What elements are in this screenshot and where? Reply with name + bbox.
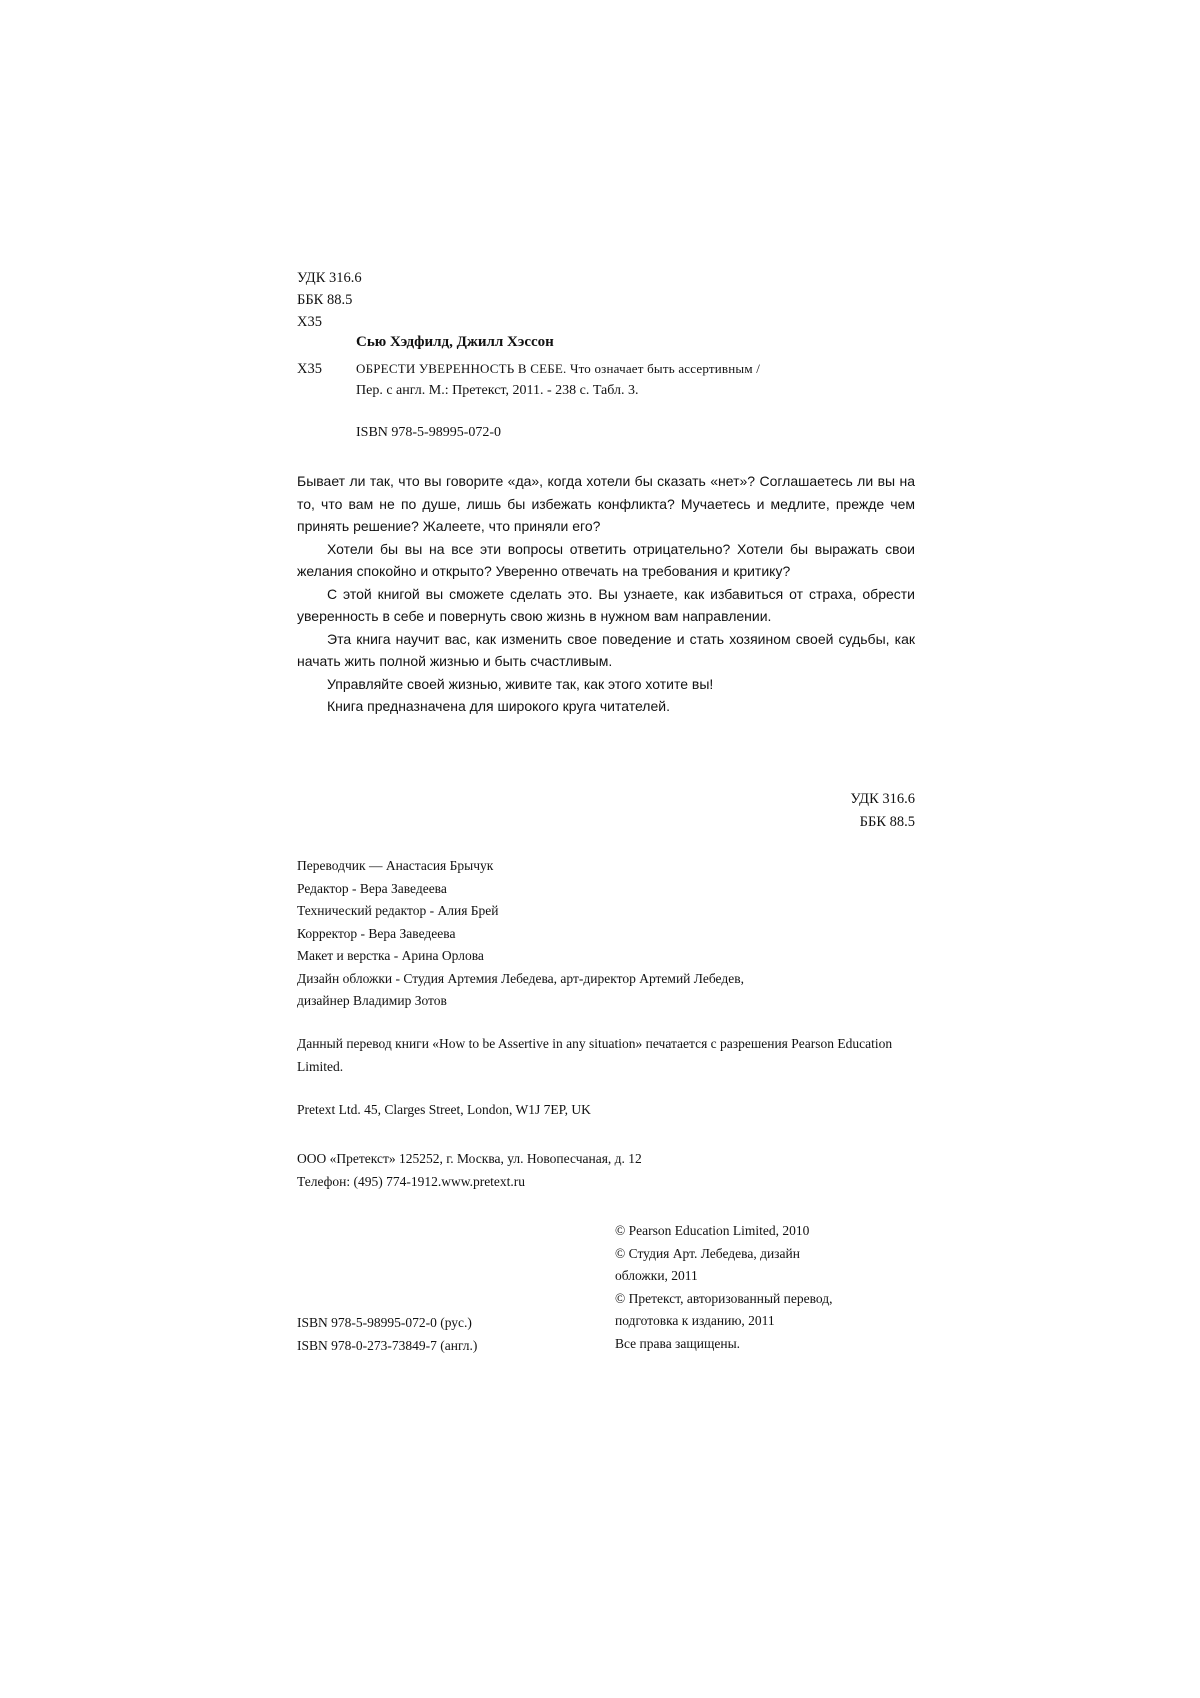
copyright-line: подготовка к изданию, 2011 — [615, 1313, 775, 1328]
udk-right-block — [780, 788, 915, 834]
catalog-isbn: ISBN 978-5-98995-072-0 — [356, 425, 502, 440]
copyright-line: © Pearson Education Limited, 2010 — [615, 1223, 810, 1238]
copyright-line: © Претекст, авторизованный перевод, — [615, 1290, 833, 1306]
copyright-line: Все права защищены. — [615, 1335, 741, 1351]
copyright-line: © Студия Арт. Лебедева, дизайн — [615, 1245, 800, 1261]
phone-web-line: Телефон: (495) 774-1912.www.pretext.ru — [297, 1173, 526, 1189]
abstract-paragraph: Хотели бы вы на все эти вопросы ответить отрицательно? Хотели бы выражать свои желания спокойно и открыто? Уверенно отвечать на требования и критику? — [297, 540, 915, 579]
credit-line: Редактор - Вера Заведеева — [297, 880, 447, 896]
bbk-code: ББК 88.5 — [297, 292, 353, 308]
copyright-block — [615, 1220, 915, 1355]
bbk-code-right: ББК 88.5 — [859, 814, 915, 830]
catalog-publication: Пер. с англ. М.: Претекст, 2011. - 238 с. Табл. 3. — [356, 383, 639, 398]
copyright-line: обложки, 2011 — [615, 1268, 698, 1283]
abstract-paragraph: Управляйте своей жизнью, живите так, как этого хотите вы! — [327, 675, 714, 692]
abstract — [297, 470, 915, 718]
abstract-paragraph: Книга предназначена для широкого круга читателей. — [327, 698, 670, 714]
isbn-list — [297, 1312, 477, 1357]
credit-line: Макет и верстка - Арина Орлова — [297, 948, 484, 963]
credit-line: дизайнер Владимир Зотов — [297, 993, 447, 1008]
abstract-paragraph: Бывает ли так, что вы говорите «да», когда хотели бы сказать «нет»? Соглашаетесь ли вы на то, что вам не по душе, лишь бы избежать конфликта? Мучаетесь и медлите, прежде чем принять решение? Жалеете, что приняли его? — [297, 473, 915, 534]
isbn-eng: ISBN 978-0-273-73849-7 (англ.) — [297, 1337, 478, 1353]
author-mark: Х35 — [297, 314, 322, 330]
credit-line: Переводчик — Анастасия Брычук — [297, 858, 494, 873]
address-ru — [297, 1148, 642, 1193]
udk-code: УДК 316.6 — [297, 270, 362, 286]
credits — [297, 855, 915, 1013]
abstract-paragraph: С этой книгой вы сможете сделать это. Вы узнаете, как избавиться от страха, обрести уверенность в себе и повернуть свою жизнь в нужном вам направлении. — [297, 585, 915, 624]
credit-line: Корректор - Вера Заведеева — [297, 925, 456, 941]
address-ru-line: ООО «Претекст» 125252, г. Москва, ул. Новопесчаная, д. 12 — [297, 1151, 642, 1166]
udk-code-right: УДК 316.6 — [850, 791, 915, 807]
license-notice: Данный перевод книги «How to be Assertive in any situation» печатается с разрешения Pearson Education Limited. — [297, 1036, 893, 1074]
isbn-rus: ISBN 978-5-98995-072-0 (рус.) — [297, 1315, 472, 1330]
catalog-author: Сью Хэдфилд, Джилл Хэссон — [356, 334, 554, 350]
udk-block — [297, 267, 362, 333]
credit-line: Технический редактор - Алия Брей — [297, 903, 499, 918]
credit-line: Дизайн обложки - Студия Артемия Лебедева, арт-директор Артемий Лебедев, — [297, 970, 744, 986]
catalog-title: ОБРЕСТИ УВЕРЕННОСТЬ В СЕБЕ. Что означает быть ассертивным / — [356, 361, 761, 376]
address-uk: Pretext Ltd. 45, Clarges Street, London, W1J 7EP, UK — [297, 1102, 591, 1117]
catalog-author-mark: Х35 — [297, 361, 322, 377]
abstract-paragraph: Эта книга научит вас, как изменить свое поведение и стать хозяином своей судьбы, как начать жить полной жизнью и быть счастливым. — [297, 630, 915, 669]
